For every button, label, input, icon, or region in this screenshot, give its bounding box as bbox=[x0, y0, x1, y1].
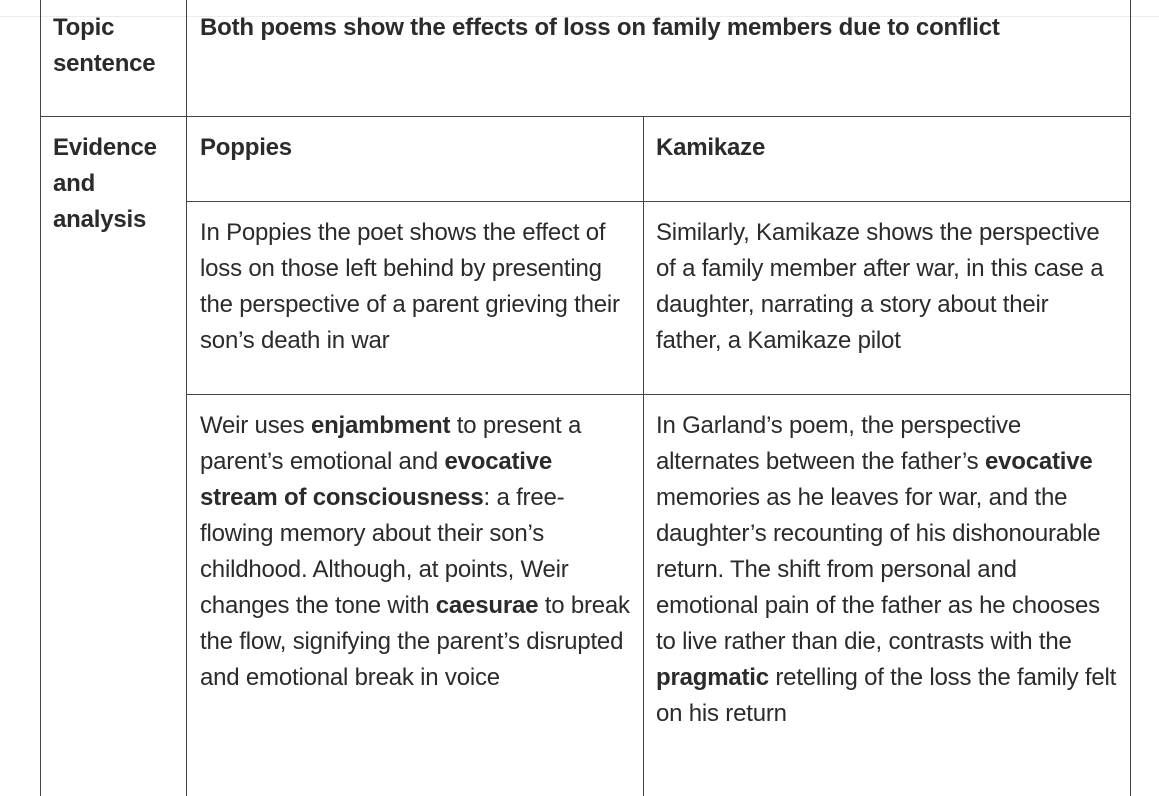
kamikaze-cell-2 bbox=[656, 408, 1122, 732]
column-header-kamikaze: Kamikaze bbox=[656, 134, 766, 161]
table-divider-columns bbox=[643, 117, 644, 796]
column-header-poppies: Poppies bbox=[200, 134, 292, 161]
text-run: In Garland’s poem, the perspective alternates between the father’s bbox=[656, 412, 1021, 475]
text-run: memories as he leaves for war, and the daughter’s recounting of his dishonourable return. The shift from personal and emotional pain of the father as he chooses to live rather than die, contrasts with the bbox=[656, 484, 1101, 655]
text-run: In Poppies the poet shows the effect of loss on those left behind by presenting the perspective of a parent grieving their son’s death in war bbox=[200, 219, 620, 354]
row-divider-header bbox=[186, 201, 1131, 202]
kamikaze-cell-1 bbox=[656, 215, 1118, 359]
table-divider-label bbox=[186, 0, 187, 796]
row-divider-evidence bbox=[186, 394, 1131, 395]
bold-term: evocative bbox=[984, 448, 1093, 475]
bold-term: caesurae bbox=[435, 592, 539, 619]
bold-term: enjambment bbox=[310, 412, 451, 439]
poppies-cell-2 bbox=[200, 408, 634, 696]
topic-sentence-label: Topic sentence bbox=[53, 14, 156, 77]
topic-sentence-text: Both poems show the effects of loss on family members due to conflict bbox=[200, 14, 1000, 41]
bold-term: evocative stream of consciousness bbox=[200, 448, 553, 511]
table-border-left bbox=[40, 0, 41, 796]
text-run: to present a parent’s emotional and bbox=[200, 412, 582, 475]
table-border-right bbox=[1130, 0, 1131, 796]
row-divider-topic bbox=[40, 116, 1131, 117]
text-run: to break the flow, signifying the parent’s disrupted and emotional break in voice bbox=[200, 592, 630, 691]
bold-term: pragmatic bbox=[656, 664, 769, 691]
evidence-analysis-label: Evidence and analysis bbox=[53, 134, 157, 233]
text-run: : a free-flowing memory about their son’s childhood. Although, at points, Weir changes the tone with bbox=[200, 484, 569, 619]
text-run: retelling of the loss the family felt on his return bbox=[656, 664, 1117, 727]
text-run: Similarly, Kamikaze shows the perspective of a family member after war, in this case a daughter, narrating a story about their father, a Kamikaze pilot bbox=[656, 219, 1104, 354]
poppies-cell-1 bbox=[200, 215, 634, 359]
text-run: Weir uses bbox=[200, 412, 311, 439]
